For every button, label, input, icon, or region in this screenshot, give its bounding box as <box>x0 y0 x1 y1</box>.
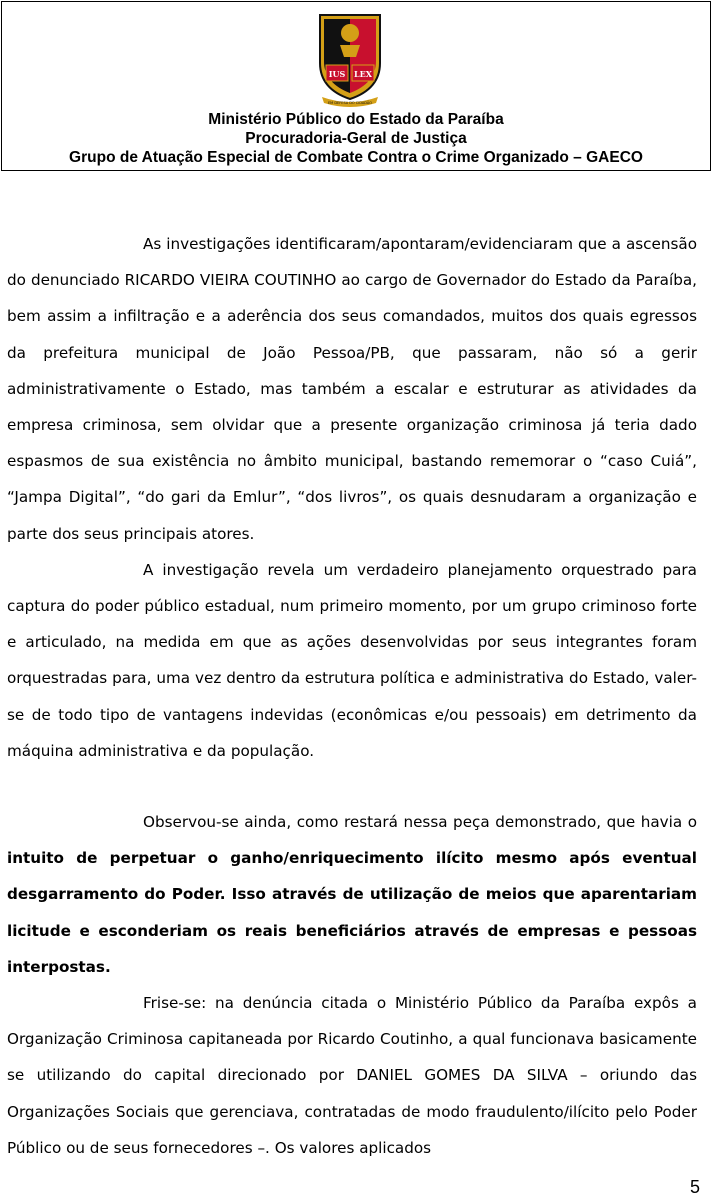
mp-seal-logo <box>316 11 384 107</box>
header-titles <box>2 110 710 167</box>
paragraph-1: As investigações identificaram/apontaram/evidenciaram que a ascensão do denunciado RICARDO VIEIRA COUTINHO ao cargo de Governador do Estado da Paraíba, bem assim a infiltração e a aderência dos seus comandados, muitos dos quais egressos da prefeitura municipal de João Pessoa/PB, que passaram, não só a gerir administrativamente o Estado, mas também a escalar e estruturar as atividades da empresa criminosa, sem olvidar que a presente organização criminosa já teria dado espasmos de sua existência no âmbito municipal, bastando rememorar o “caso Cuiá”, “Jampa Digital”, “do gari da Emlur”, “dos livros”, os quais desnudaram a organização e parte dos seus principais atores. <box>7 235 697 543</box>
paragraph-2: A investigação revela um verdadeiro planejamento orquestrado para captura do poder público estadual, num primeiro momento, por um grupo criminoso forte e articulado, na medida em que as ações desenvolvidas por seus integrantes foram orquestradas para, uma vez dentro da estrutura política e administrativa do Estado, valer-se de todo tipo de vantagens indevidas (econômicas e/ou pessoais) em detrimento da máquina administrativa e da população. <box>7 560 697 760</box>
seal-motto-right: LEX <box>354 69 372 79</box>
header-line-procuradoria: Procuradoria-Geral de Justiça <box>245 130 467 147</box>
seal-motto-left: IUS <box>328 69 346 79</box>
paragraph-3 <box>7 804 697 985</box>
page-number: 5 <box>689 1177 700 1197</box>
paragraph-3-bold-text: intuito de perpetuar o ganho/enriquecimento ilícito mesmo após eventual desgarramento do Poder. Isso através de utilização de meios que aparentariam licitude e esconderiam os reais beneficiários através de empresas e pessoas interpostas. <box>7 849 697 976</box>
paragraph-4: Frise-se: na denúncia citada o Ministério Público da Paraíba expôs a Organização Criminosa capitaneada por Ricardo Coutinho, a qual funcionava basicamente se utilizando do capital direcionado por DANIEL GOMES DA SILVA – oriundo das Organizações Sociais que gerenciava, contratadas de modo fraudulento/ilícito pelo Poder Público ou de seus fornecedores –. Os valores aplicados <box>7 994 697 1157</box>
seal-ribbon-text: EM DEFESA DO CIDADÃO <box>327 101 373 105</box>
paragraph-3-text: Observou-se ainda, como restará nessa peça demonstrado, que havia o <box>143 813 697 832</box>
document-header <box>1 1 711 171</box>
document-body <box>7 226 697 1166</box>
header-line-institution: Ministério Público do Estado da Paraíba <box>208 111 504 128</box>
header-line-gaeco: Grupo de Atuação Especial de Combate Contra o Crime Organizado – GAECO <box>69 149 643 166</box>
